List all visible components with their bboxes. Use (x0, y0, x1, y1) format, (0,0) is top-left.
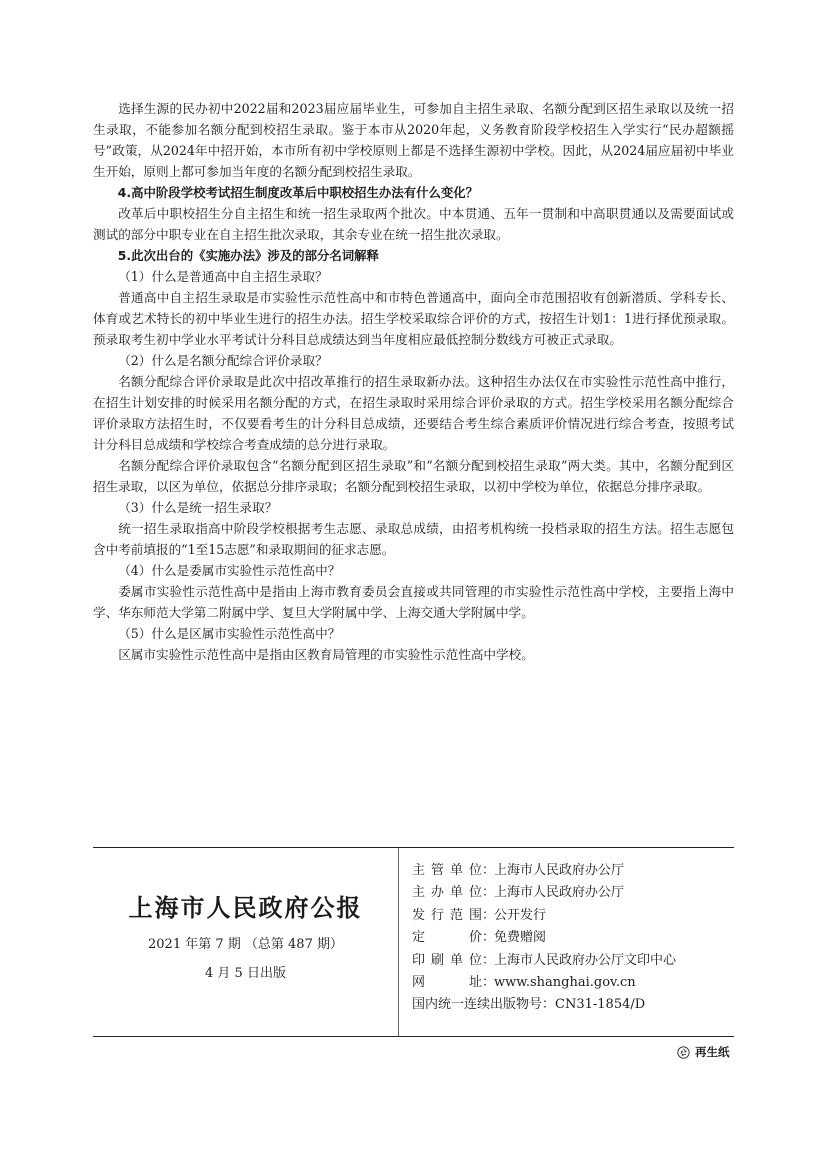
website-link[interactable]: www.shanghai.gov.cn (494, 974, 636, 990)
answer-municipal-schools: 委属市实验性示范性高中是指由上海市教育委员会直接或共同管理的市实验性示范性高中学校，主要指上海中学、华东师范大学第二附属中学、复旦大学附属中学、上海交通大学附属中学。 (93, 584, 734, 620)
info-label: 主办单位 (412, 885, 482, 901)
issue-number: 2021 年第 7 期 （总第 487 期） (148, 937, 343, 952)
question-quota-allocation: （2）什么是名额分配综合评价录取？ (118, 353, 328, 368)
colophon-top-rule (93, 847, 734, 848)
paragraph-private-school: 选择生源的民办初中2022届和2023届应届毕业生，可参加自主招生录取、名额分配到区招生录取以及统一招生录取，不能参加名额分配到校招生录取。鉴于本市从2020年起，义务教育阶段学校招生入学实行“民办超额摇号”政策，从2024年中招开始，本市所有初中学校原则上都是不选择生源初中学校。因此，从2024届应届初中毕业生开始，原则上都可参加当年度的名额分配到校招生录取。 (93, 101, 734, 179)
info-row-website: 网址 ： www.shanghai.gov.cn (412, 972, 732, 994)
paragraph-vocational: 改革后中职校招生分自主招生和统一招生录取两个批次。中本贯通、五年一贯制和中高职贯通以及需要面试或测试的部分中职专业在自主招生批次录取，其余专业在统一招生批次录取。 (93, 206, 734, 242)
question-unified-enrollment: （3）什么是统一招生录取？ (118, 500, 278, 515)
info-value: CN31-1854/D (555, 997, 646, 1013)
info-row-sponsor: 主办单位 ： 上海市人民政府办公厅 (412, 882, 732, 904)
info-value: 公开发行 (494, 907, 547, 923)
colophon-bottom-rule (93, 1036, 734, 1037)
recycle-icon (677, 1046, 690, 1059)
recycled-paper-label: 再生纸 (695, 1045, 730, 1059)
info-label: 国内统一连续出版物号 (412, 997, 543, 1013)
info-value: 上海市人民政府办公厅文印中心 (494, 952, 677, 968)
info-value: 上海市人民政府办公厅 (494, 885, 625, 901)
info-row-printer: 印刷单位 ： 上海市人民政府办公厅文印中心 (412, 950, 732, 972)
publication-title: 上海市人民政府公报 (128, 893, 363, 922)
info-row-distribution: 发行范围 ： 公开发行 (412, 905, 732, 927)
question-district-schools: （5）什么是区属市实验性示范性高中？ (118, 626, 341, 641)
section-heading-vocational: 4.高中阶段学校考试招生制度改革后中职校招生办法有什么变化？ (117, 185, 479, 200)
info-label: 网址 (412, 974, 482, 990)
info-label: 定价 (412, 930, 482, 946)
info-label: 主管单位 (412, 863, 482, 878)
question-autonomous-enrollment: （1）什么是普通高中自主招生录取？ (118, 269, 328, 284)
question-municipal-schools: （4）什么是委属市实验性示范性高中？ (118, 563, 341, 578)
answer-quota-allocation: 名额分配综合评价录取是此次中招改革推行的招生录取新办法。这种招生办法仅在市实验性示范性高中推行，在招生计划安排的时候采用名额分配的方式，在招生录取时采用综合评价录取的方式。招生学校采用名额分配综合评价录取方法招生时，不仅要看考生的计分科目总成绩，还要结合考生综合素质评价情况进行综合考查，按照考试计分科目总成绩和学校综合考查成绩的总分进行录取。 (93, 374, 734, 452)
publication-date: 4 月 5 日出版 (205, 966, 286, 981)
masthead (93, 893, 398, 983)
info-value: 上海市人民政府办公厅 (494, 863, 625, 878)
answer-quota-allocation-types: 名额分配综合评价录取包含“名额分配到区招生录取”和“名额分配到校招生录取”两大类。其中，名额分配到区招生录取，以区为单位，依据总分排序录取；名额分配到校招生录取，以初中学校为单位，依据总分排序录取。 (93, 458, 734, 494)
recycled-paper-mark (677, 1044, 730, 1060)
publication-info (412, 860, 732, 1017)
colophon-divider (398, 848, 399, 1036)
answer-district-schools: 区属市实验性示范性高中是指由区教育局管理的市实验性示范性高中学校。 (118, 647, 534, 662)
section-heading-glossary: 5.此次出台的《实施办法》涉及的部分名词解释 (117, 248, 379, 263)
article-body (93, 98, 734, 665)
info-row-supervisor: 主管单位 ： 上海市人民政府办公厅 (412, 860, 732, 882)
info-row-serial-number: 国内统一连续出版物号 ： CN31-1854/D (412, 994, 732, 1016)
info-row-price: 定价 ： 免费赠阅 (412, 927, 732, 949)
info-label: 印刷单位 (412, 952, 482, 968)
answer-unified-enrollment: 统一招生录取指高中阶段学校根据考生志愿、录取总成绩，由招考机构统一投档录取的招生方法。招生志愿包含中考前填报的“1至15志愿”和录取期间的征求志愿。 (93, 521, 734, 557)
answer-autonomous-enrollment: 普通高中自主招生录取是市实验性示范性高中和市特色普通高中，面向全市范围招收有创新潜质、学科专长、体育或艺术特长的初中毕业生进行的招生办法。招生学校采取综合评价的方式，按招生计划1：1进行择优预录取。预录取考生初中学业水平考试计分科目总成绩达到当年度相应最低控制分数线方可被正式录取。 (93, 290, 734, 347)
info-label: 发行范围 (412, 907, 482, 923)
info-value: 免费赠阅 (494, 930, 547, 946)
